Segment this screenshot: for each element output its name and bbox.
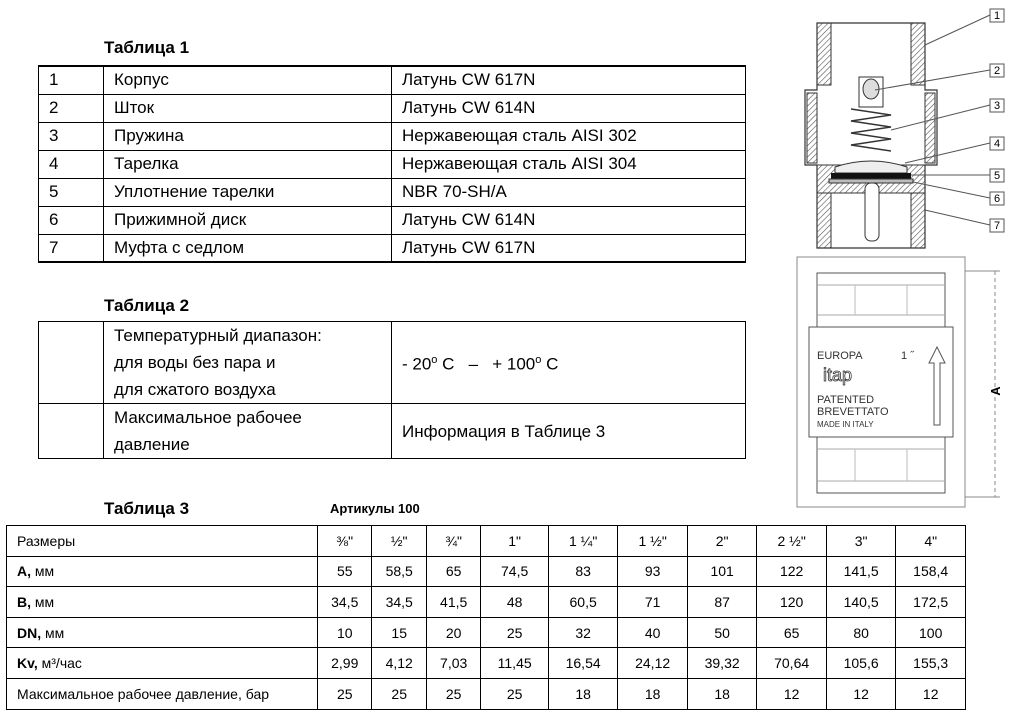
table-cell: 32 [548, 617, 618, 648]
row-label-text: мм [41, 624, 65, 641]
row-label-text: мм [31, 563, 55, 580]
table-cell [39, 322, 104, 404]
table-cell: 80 [826, 617, 896, 648]
table-row [39, 206, 746, 234]
table-cell: 122 [757, 556, 827, 587]
callout-label: 4 [993, 138, 1001, 150]
table-cell: 58,5 [372, 556, 426, 587]
table-cell: 15 [372, 617, 426, 648]
table-cell: Латунь CW 614N [392, 206, 746, 234]
table-row [7, 678, 966, 709]
table-header-cell: ⅜" [318, 526, 372, 557]
pressure-label-line: Максимальное рабочее [114, 408, 302, 427]
pressure-value: Информация в Таблице 3 [392, 404, 746, 459]
table-cell: 16,54 [548, 648, 618, 679]
temperature-label-line: Температурный диапазон: [114, 326, 322, 345]
table-row [39, 178, 746, 206]
table-cell: 172,5 [896, 587, 966, 618]
table-cell: 40 [618, 617, 688, 648]
table-cell: 18 [618, 678, 688, 709]
table-cell: NBR 70-SH/A [392, 178, 746, 206]
temperature-range-value: - 20$^o$ C – + $100^o$ C [392, 322, 746, 404]
table-cell: 34,5 [372, 587, 426, 618]
table-cell: 158,4 [896, 556, 966, 587]
pressure-label-line: давление [114, 435, 190, 454]
table-header-row [7, 526, 966, 557]
row-label-bold: B, [17, 593, 31, 610]
dimension-a-label: A [988, 386, 1003, 396]
table-cell: Пружина [104, 122, 392, 150]
row-label-text: Максимальное рабочее давление, бар [17, 685, 270, 702]
table-cell: 4 [39, 150, 104, 178]
table-cell: 74,5 [481, 556, 548, 587]
temperature-label-line: для воды без пара и [114, 353, 276, 372]
table-cell: 71 [618, 587, 688, 618]
table-cell: 11,45 [481, 648, 548, 679]
table-cell: 140,5 [826, 587, 896, 618]
table-cell: Латунь CW 617N [392, 66, 746, 94]
callout-label: 7 [993, 220, 1001, 232]
callout-label: 1 [993, 10, 1001, 22]
table-row [7, 648, 966, 679]
table-row [7, 556, 966, 587]
table-cell: 87 [687, 587, 757, 618]
table-header-cell: 2" [687, 526, 757, 557]
marking-line: BREVETTATO [817, 406, 889, 418]
row-label-text: м³/час [37, 655, 82, 672]
table-cell: 24,12 [618, 648, 688, 679]
valve-section-drawing [795, 5, 1017, 255]
table-cell: 2,99 [318, 648, 372, 679]
table-header-cell: ¾" [426, 526, 480, 557]
table-cell: 5 [39, 178, 104, 206]
valve-exterior-drawing [795, 255, 1017, 510]
table-cell: 101 [687, 556, 757, 587]
table-cell: 7,03 [426, 648, 480, 679]
table-cell: 25 [481, 678, 548, 709]
table-cell: 50 [687, 617, 757, 648]
marking-brand: EUROPA [817, 350, 863, 362]
table-cell: Латунь CW 614N [392, 94, 746, 122]
table-row [39, 322, 746, 404]
table-cell: 25 [372, 678, 426, 709]
table-header-cell: 1" [481, 526, 548, 557]
table-row [39, 234, 746, 262]
table-cell [104, 322, 392, 404]
table-cell: 18 [687, 678, 757, 709]
row-label [7, 617, 318, 648]
table-header-cell: 4" [896, 526, 966, 557]
table-row [39, 122, 746, 150]
marking-line: PATENTED [817, 394, 875, 406]
table-cell: 20 [426, 617, 480, 648]
table-cell: 34,5 [318, 587, 372, 618]
dimensions-table [6, 525, 966, 710]
table-cell: 12 [757, 678, 827, 709]
table-cell: 12 [826, 678, 896, 709]
table-cell: 2 [39, 94, 104, 122]
table-cell: 18 [548, 678, 618, 709]
table-header-cell: ½" [372, 526, 426, 557]
table-cell: 4,12 [372, 648, 426, 679]
row-label-bold: DN, [17, 624, 42, 641]
table-cell: Уплотнение тарелки [104, 178, 392, 206]
table1-title: Таблица 1 [104, 38, 190, 57]
row-label [7, 556, 318, 587]
table-cell: 3 [39, 122, 104, 150]
callout-label: 3 [993, 100, 1001, 112]
table-cell: 39,32 [687, 648, 757, 679]
table-cell: 41,5 [426, 587, 480, 618]
row-label [7, 587, 318, 618]
table-cell: 25 [481, 617, 548, 648]
table-cell: Прижимной диск [104, 206, 392, 234]
marking-line: MADE IN ITALY [817, 420, 874, 429]
table-cell: Нержавеющая сталь AISI 304 [392, 150, 746, 178]
table-row [39, 150, 746, 178]
table-header-cell: 1 ½" [618, 526, 688, 557]
operating-conditions-table [38, 321, 746, 459]
table-cell: 25 [318, 678, 372, 709]
row-label-bold: A, [17, 563, 31, 580]
table-cell: 12 [896, 678, 966, 709]
table-cell: 105,6 [826, 648, 896, 679]
table-header-cell: 2 ½" [757, 526, 827, 557]
row-label [7, 648, 318, 679]
table-cell: 83 [548, 556, 618, 587]
table-cell: 10 [318, 617, 372, 648]
table-row [39, 94, 746, 122]
table-cell: Нержавеющая сталь AISI 302 [392, 122, 746, 150]
table-cell [39, 404, 104, 459]
table-row [39, 404, 746, 459]
table-cell: 60,5 [548, 587, 618, 618]
table-cell [104, 404, 392, 459]
materials-table [38, 65, 746, 263]
table-cell: 7 [39, 234, 104, 262]
table-header-cell: Размеры [7, 526, 318, 557]
table-cell: Корпус [104, 66, 392, 94]
itap-logo: itap [823, 365, 853, 385]
callout-label: 6 [993, 193, 1001, 205]
table-cell: 48 [481, 587, 548, 618]
row-label [7, 678, 318, 709]
table-header-cell: 1 ¼" [548, 526, 618, 557]
table-cell: Шток [104, 94, 392, 122]
row-label-bold: Kv, [17, 655, 38, 672]
table-cell: 55 [318, 556, 372, 587]
row-label-text: мм [31, 593, 55, 610]
table-row [7, 587, 966, 618]
table-cell: 6 [39, 206, 104, 234]
temperature-label-line: для сжатого воздуха [114, 380, 276, 399]
callout-label: 2 [993, 65, 1001, 77]
table-cell: 155,3 [896, 648, 966, 679]
marking-size: 1 ˝ [901, 350, 914, 362]
table-cell: Тарелка [104, 150, 392, 178]
table-cell: 65 [757, 617, 827, 648]
table-cell: Латунь CW 617N [392, 234, 746, 262]
table-cell: 141,5 [826, 556, 896, 587]
table2-title: Таблица 2 [104, 296, 190, 315]
table-header-cell: 3" [826, 526, 896, 557]
table-cell: 120 [757, 587, 827, 618]
table-cell: 1 [39, 66, 104, 94]
table-cell: 70,64 [757, 648, 827, 679]
table-cell: Муфта с седлом [104, 234, 392, 262]
table-row [39, 66, 746, 94]
table3-title: Таблица 3 [104, 499, 190, 518]
table-cell: 93 [618, 556, 688, 587]
table-cell: 25 [426, 678, 480, 709]
table-row [7, 617, 966, 648]
table-cell: 100 [896, 617, 966, 648]
table-cell: 65 [426, 556, 480, 587]
callout-label: 5 [993, 170, 1001, 182]
articles-label: Артикулы 100 [330, 501, 420, 516]
